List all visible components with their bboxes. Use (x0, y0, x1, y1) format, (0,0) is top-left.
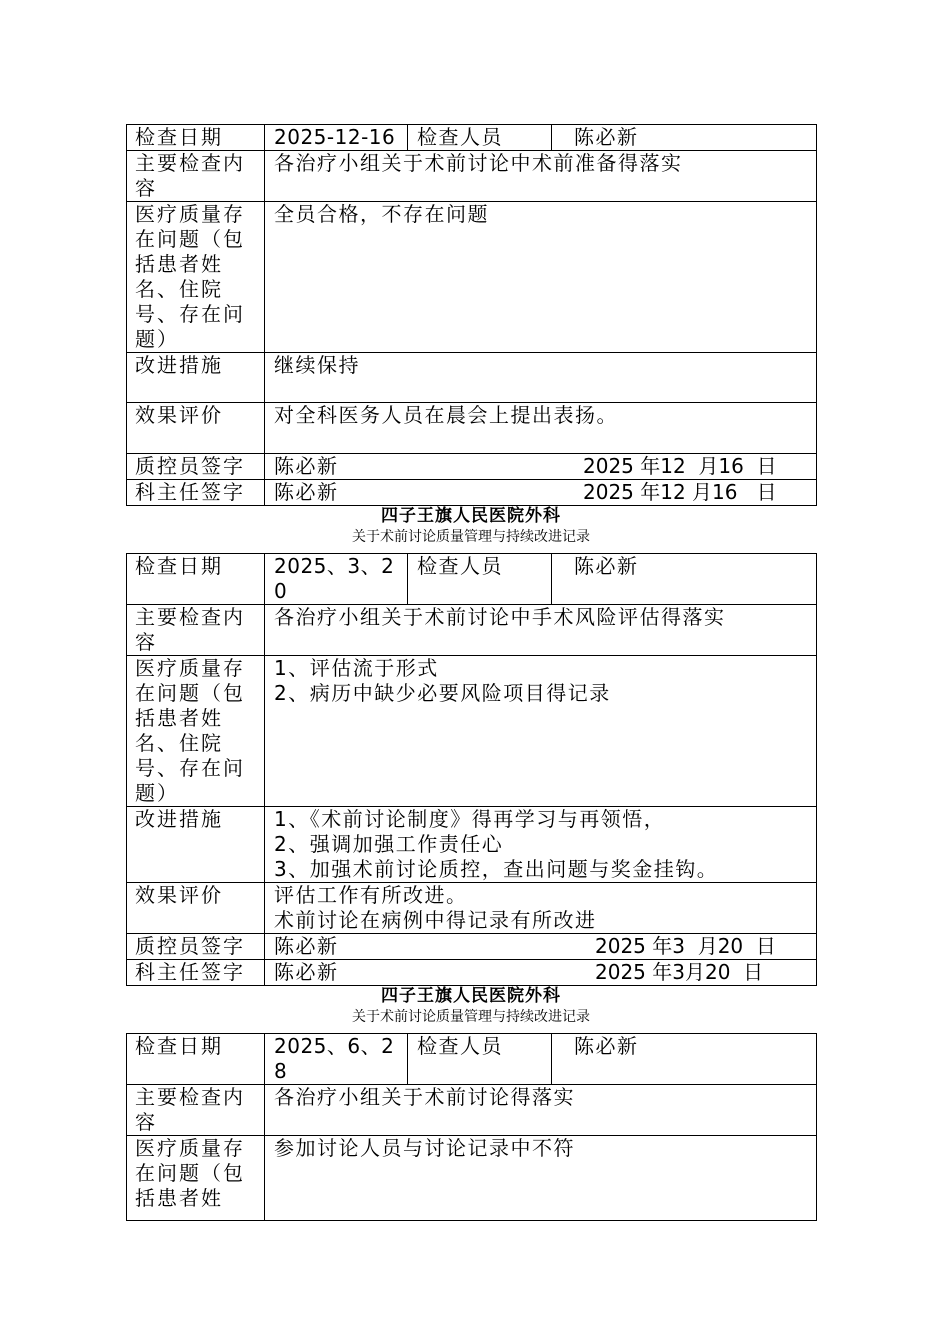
content-label: 主要检查内容 (127, 605, 265, 656)
qc-signer-name: 陈必新 (274, 454, 339, 478)
content-label: 主要检查内容 (127, 151, 265, 202)
measures-label: 改进措施 (127, 807, 265, 883)
section-header-3 (126, 985, 816, 1027)
inspector-name: 陈必新 (552, 1034, 817, 1085)
date-label: 检查日期 (127, 125, 265, 151)
measure-line: 继续保持 (274, 353, 360, 377)
date-label: 检查日期 (127, 554, 265, 605)
inspector-name: 陈必新 (552, 554, 817, 605)
measures-label: 改进措施 (127, 353, 265, 403)
issue-line: 全员合格，不存在问题 (274, 202, 489, 226)
hospital-title: 四子王旗人民医院外科 (381, 506, 561, 526)
qc-signer-name: 陈必新 (274, 934, 339, 958)
director-sign-label: 科主任签字 (127, 480, 265, 506)
inspector-name: 陈必新 (552, 125, 817, 151)
measure-line: 2、强调加强工作责任心 (274, 832, 504, 856)
issue-line: 2、病历中缺少必要风险项目得记录 (274, 681, 611, 705)
issues-cell (265, 1136, 817, 1221)
inspection-date: 2025、6、28 (265, 1034, 408, 1085)
measure-line: 3、加强术前讨论质控，查出问题与奖金挂钩。 (274, 857, 719, 881)
evaluation-cell (265, 403, 817, 454)
date-label: 检查日期 (127, 1034, 265, 1085)
measures-cell (265, 807, 817, 883)
section-header-2 (126, 505, 816, 547)
director-sign-cell (265, 480, 817, 506)
qc-sign-label: 质控员签字 (127, 454, 265, 480)
qc-sign-label: 质控员签字 (127, 934, 265, 960)
inspector-label: 检查人员 (408, 1034, 552, 1085)
record-table-2 (126, 553, 817, 986)
director-sign-date: 2025 年12 月16 日 (583, 480, 777, 504)
evaluation-label: 效果评价 (127, 403, 265, 454)
inspection-content: 各治疗小组关于术前讨论中术前准备得落实 (265, 151, 817, 202)
inspector-label: 检查人员 (408, 125, 552, 151)
issue-line: 1、评估流于形式 (274, 656, 439, 680)
evaluation-label: 效果评价 (127, 883, 265, 934)
director-sign-cell (265, 960, 817, 986)
issues-label: 医疗质量存在问题（包括患者姓名、住院号、存在问题） (127, 202, 265, 353)
inspection-date: 2025-12-16 (265, 125, 408, 151)
inspection-date: 2025、3、20 (265, 554, 408, 605)
inspector-label: 检查人员 (408, 554, 552, 605)
evaluation-line: 术前讨论在病例中得记录有所改进 (274, 908, 597, 932)
evaluation-cell (265, 883, 817, 934)
evaluation-line: 对全科医务人员在晨会上提出表扬。 (274, 403, 618, 427)
measure-line: 1、《术前讨论制度》得再学习与再领悟， (274, 807, 666, 831)
issues-label: 医疗质量存在问题（包括患者姓 (127, 1136, 265, 1221)
qc-sign-date: 2025 年3 月20 日 (595, 934, 776, 958)
qc-sign-date: 2025 年12 月16 日 (583, 454, 777, 478)
evaluation-line: 评估工作有所改进。 (274, 883, 468, 907)
record-subtitle: 关于术前讨论质量管理与持续改进记录 (352, 529, 590, 545)
qc-sign-cell (265, 934, 817, 960)
record-table-3 (126, 1033, 817, 1221)
qc-sign-cell (265, 454, 817, 480)
content-label: 主要检查内容 (127, 1085, 265, 1136)
issue-line: 参加讨论人员与讨论记录中不符 (274, 1136, 575, 1160)
issues-cell (265, 202, 817, 353)
director-signer-name: 陈必新 (274, 960, 339, 984)
issues-cell (265, 656, 817, 807)
director-signer-name: 陈必新 (274, 480, 339, 504)
director-sign-label: 科主任签字 (127, 960, 265, 986)
inspection-content: 各治疗小组关于术前讨论中手术风险评估得落实 (265, 605, 817, 656)
record-table-1 (126, 124, 817, 506)
hospital-title: 四子王旗人民医院外科 (381, 986, 561, 1006)
measures-cell (265, 353, 817, 403)
inspection-content: 各治疗小组关于术前讨论得落实 (265, 1085, 817, 1136)
director-sign-date: 2025 年3月20 日 (595, 960, 764, 984)
issues-label: 医疗质量存在问题（包括患者姓名、住院号、存在问题） (127, 656, 265, 807)
record-subtitle: 关于术前讨论质量管理与持续改进记录 (352, 1009, 590, 1025)
